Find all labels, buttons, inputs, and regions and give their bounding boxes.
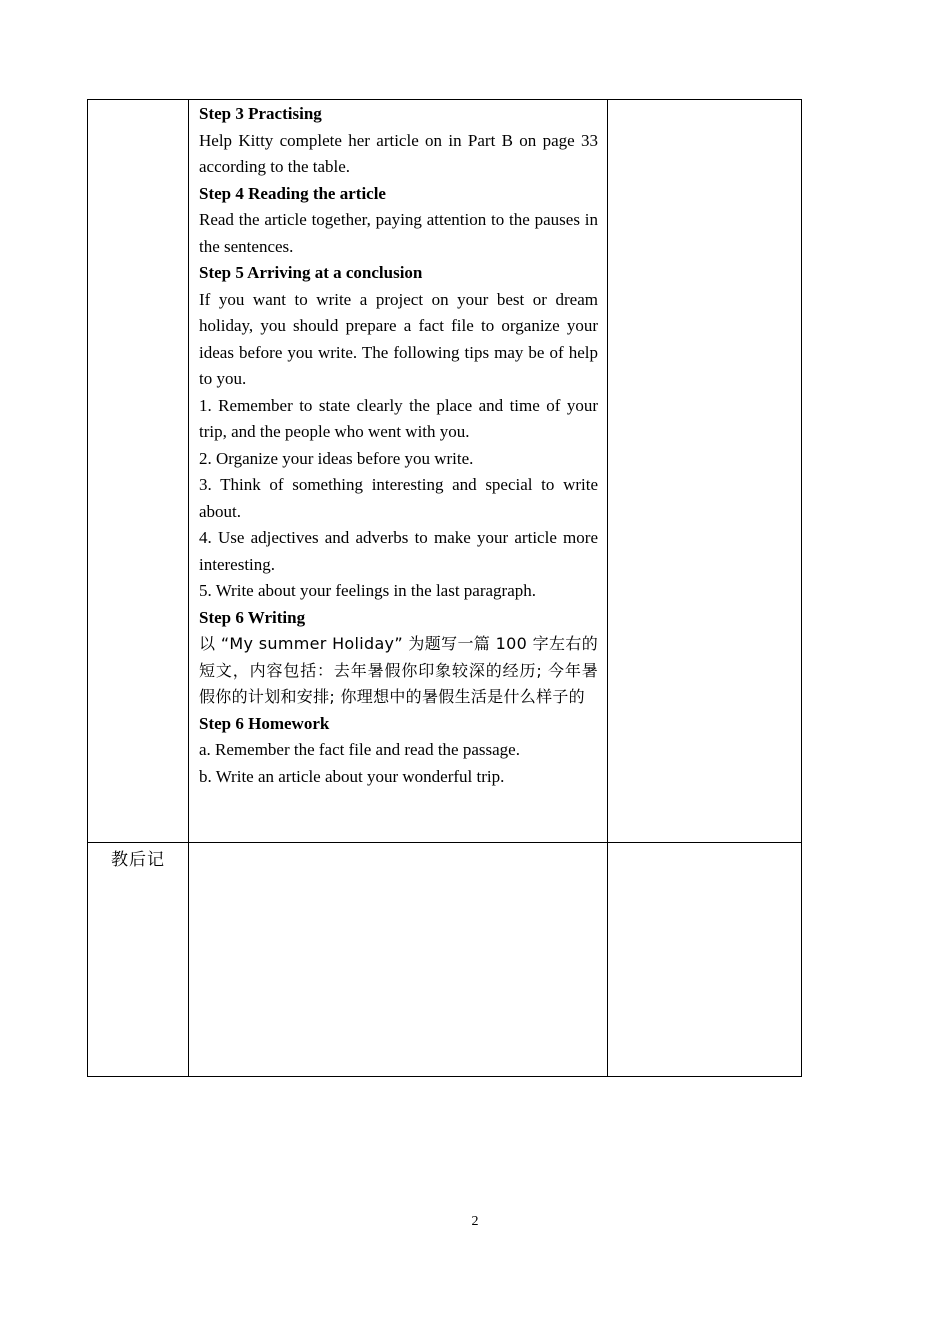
table-row <box>88 100 802 843</box>
step-text: Read the article together, paying attention to the pauses in the sentences. <box>199 210 598 256</box>
teaching-steps <box>189 100 607 790</box>
writing-task-text: 以 “My summer Holiday” 为题写一篇 100 字左右的短文，内容包括：去年暑假你印象较深的经历; 今年暑假你的计划和安排; 你理想中的暑假生活是什么样子的 <box>199 634 598 706</box>
page-number: 2 <box>471 1214 479 1229</box>
tip-item: 1. Remember to state clearly the place and time of your trip, and the people who went with you. <box>199 395 598 441</box>
tip-item: 4. Use adjectives and adverbs to make your article more interesting. <box>199 528 598 574</box>
lesson-plan-table <box>87 99 802 1077</box>
reflection-label: 教后记 <box>111 850 165 870</box>
table-cell-empty-left <box>88 100 189 843</box>
homework-item: a. Remember the fact file and read the passage. <box>199 740 520 759</box>
table-cell-empty-right <box>608 100 802 843</box>
teaching-steps-cell <box>189 100 608 843</box>
table-row <box>88 843 802 1077</box>
step-heading: Step 6 Writing <box>199 607 306 627</box>
step-text: Help Kitty complete her article on in Part B on page 33 according to the table. <box>199 130 598 176</box>
reflection-content-cell <box>189 843 608 1077</box>
reflection-label-cell <box>88 843 189 1077</box>
step-text: If you want to write a project on your best or dream holiday, you should prepare a fact file to organize your ideas before you write. The following tips may be of help to you. <box>199 289 598 388</box>
tip-item: 5. Write about your feelings in the last paragraph. <box>199 581 537 600</box>
tip-item: 3. Think of something interesting and special to write about. <box>199 475 598 521</box>
step-heading: Step 4 Reading the article <box>199 183 386 203</box>
tip-item: 2. Organize your ideas before you write. <box>199 448 474 468</box>
table-cell-empty-right <box>608 843 802 1077</box>
step-heading: Step 3 Practising <box>199 104 322 123</box>
homework-item: b. Write an article about your wonderful trip. <box>199 766 505 786</box>
step-heading: Step 5 Arriving at a conclusion <box>199 263 423 282</box>
step-heading: Step 6 Homework <box>199 713 330 733</box>
